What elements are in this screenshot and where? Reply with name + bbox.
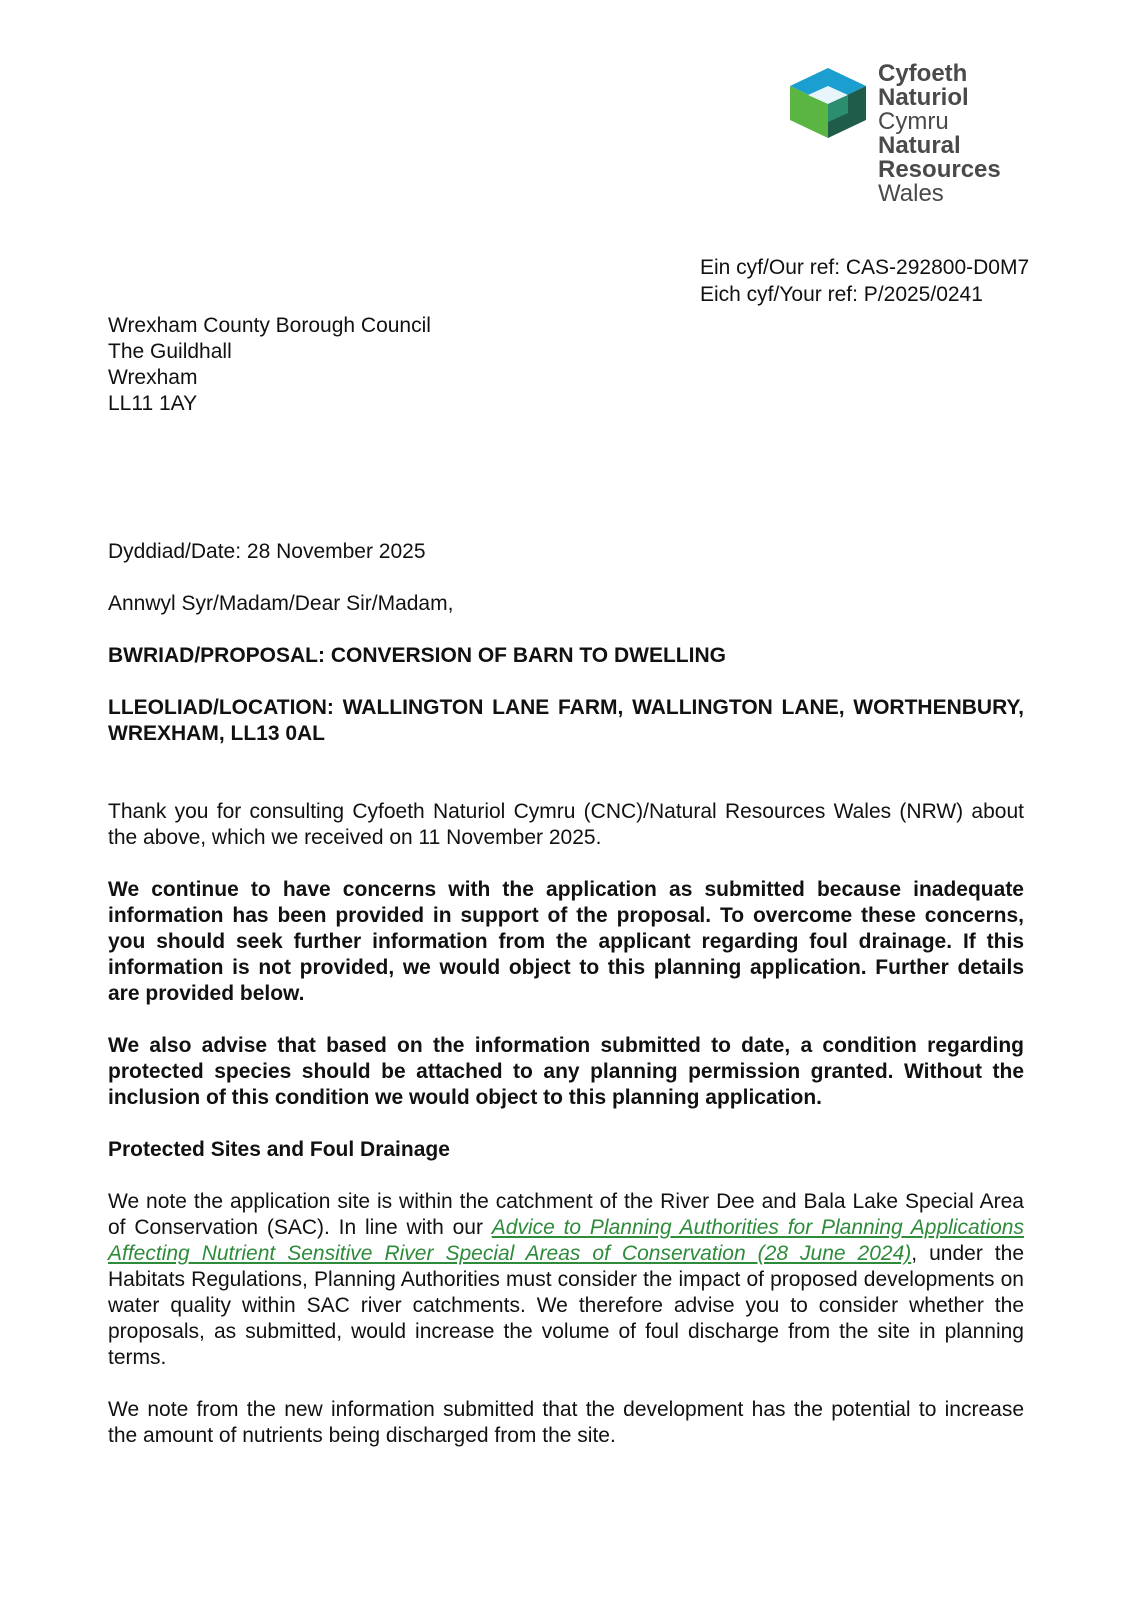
letter-body [108,539,1024,1475]
address-line-1: Wrexham County Borough Council [108,314,431,337]
address-line-4: LL11 1AY [108,392,198,415]
paragraph-protected-species: We also advise that based on the information submitted to date, a condition regarding protected species should be attached to any planning permission granted. Without the inclusion of this condition we would object to this planning application. [108,1034,1024,1109]
paragraph-protected-sites [108,1189,1024,1371]
logo-english-line2: Resources [878,156,1001,183]
location-heading: LLEOLIAD/LOCATION: WALLINGTON LANE FARM, WALLINGTON LANE, WORTHENBURY, WREXHAM, LL13 0AL [108,696,1024,745]
letter-date: Dyddiad/Date: 28 November 2025 [108,540,426,563]
paragraph-concerns: We continue to have concerns with the application as submitted because inadequate information has been provided in support of the proposal. To overcome these concerns, you should seek further information from the applicant regarding foul drainage. If this information is not provided, we would object to this planning application. Further details are provided below. [108,878,1024,1005]
paragraph-nutrients: We note from the new information submitted that the development has the potential to increase the amount of nutrients being discharged from the site. [108,1398,1024,1447]
advice-document-link[interactable]: Advice to Planning Authorities for Planning Applications Affecting Nutrient Sensitive River Special Areas of Conservation (28 June 2024) [108,1216,1024,1265]
logo-english-line1: Natural [878,132,961,159]
address-line-3: Wrexham [108,366,198,389]
salutation: Annwyl Syr/Madam/Dear Sir/Madam, [108,592,454,615]
your-ref: Eich cyf/Your ref: P/2025/0241 [700,283,983,306]
paragraph-protected-sites-start: We note the application site is within the catchment of the River Dee and Bala Lake Special Area of Conservation (SAC). In line with our [108,1190,1024,1239]
logo-english-line3: Wales [878,180,944,207]
nrw-logo-icon [790,68,866,138]
address-line-2: The Guildhall [108,340,232,363]
logo-wordmark [878,62,1001,206]
logo-welsh-line3: Cymru [878,108,949,135]
nrw-logo [790,62,1030,222]
paragraph-protected-sites-end: , under the Habitats Regulations, Planning Authorities must consider the impact of proposed developments on water quality within SAC river catchments. We therefore advise you to consider whether the proposals, as submitted, would increase the volume of foul discharge from the site in planning terms. [108,1242,1025,1369]
logo-welsh-line1: Cyfoeth [878,60,968,87]
recipient-address [108,313,431,417]
proposal-heading: BWRIAD/PROPOSAL: CONVERSION OF BARN TO DWELLING [108,644,726,667]
our-ref: Ein cyf/Our ref: CAS-292800-D0M7 [700,256,1030,279]
section-heading: Protected Sites and Foul Drainage [108,1138,450,1161]
reference-block [700,254,1029,308]
logo-welsh-line2: Naturiol [878,84,969,111]
paragraph-consultation: Thank you for consulting Cyfoeth Naturiol Cymru (CNC)/Natural Resources Wales (NRW) about the above, which we received on 11 November 2025. [108,800,1024,849]
